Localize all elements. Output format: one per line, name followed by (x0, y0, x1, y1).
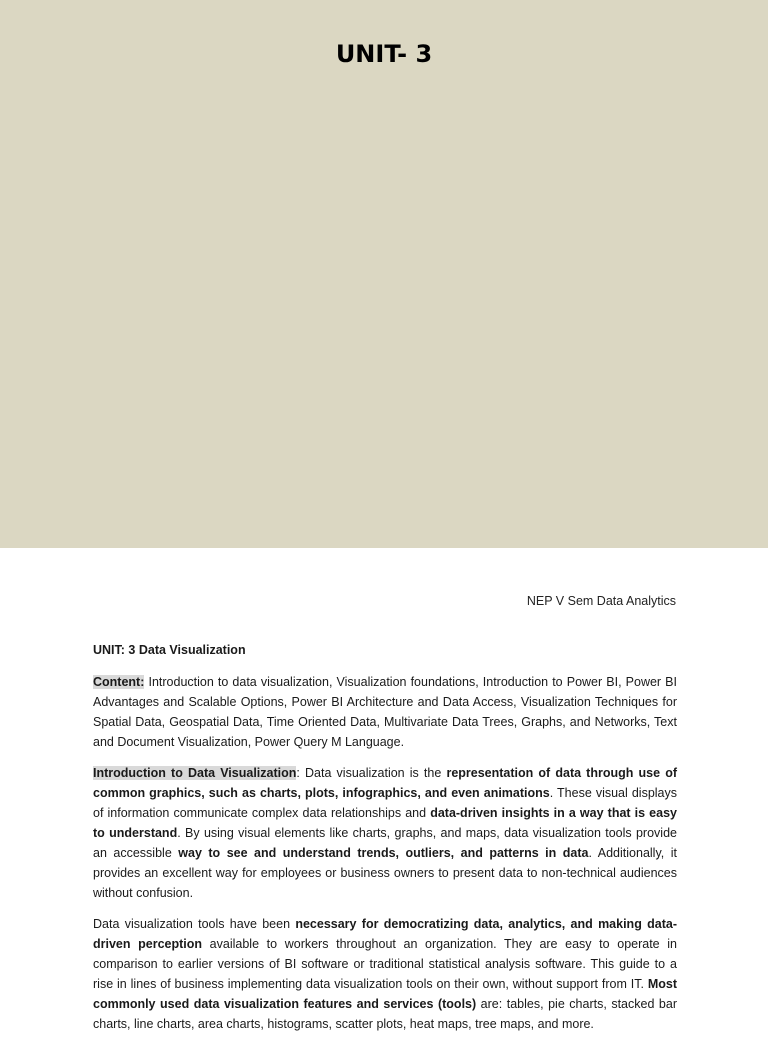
page-header: NEP V Sem Data Analytics (526, 594, 676, 608)
tools-text-2: available to workers throughout an organization. They are easy to operate in comparison to earlier versions of BI software or traditional statistical analysis software. This guide to a rise in lines of business implementing data visualization tools on their own, without support from IT. (93, 937, 677, 991)
content-label: Content: (93, 675, 145, 689)
intro-label: Introduction to Data Visualization (93, 766, 297, 780)
tools-text-3: are: tables, pie charts, stacked bar charts, line charts, area charts, histograms, scatter plots, heat maps, tree maps, and more. (93, 997, 677, 1031)
intro-text-1: : Data visualization is the (296, 766, 447, 780)
page-content (93, 640, 677, 1045)
intro-bold-2: data-driven insights in a way that is easy to understand (93, 806, 677, 840)
tools-paragraph (93, 914, 677, 1034)
document-page (0, 548, 768, 1031)
intro-text-3: . By using visual elements like charts, graphs, and maps, data visualization tools provide an accessible (93, 826, 677, 860)
unit-heading: UNIT: 3 Data Visualization (93, 643, 246, 657)
cover-title: UNIT- 3 (335, 40, 433, 68)
intro-text-2: . These visual displays of information communicate complex data relationships and (93, 786, 678, 820)
content-text: Introduction to data visualization, Visualization foundations, Introduction to Power BI, Power BI Advantages and Scalable Options, Power BI Architecture and Data Access, Visualization Techniques for Spatial Data, Geospatial Data, Time Oriented Data, Multivariate Data Trees, Graphs, and Networks, Text and Document Visualization, Power Query M Language. (93, 675, 677, 749)
tools-text-1: Data visualization tools have been (93, 917, 296, 931)
tools-bold-2: Most commonly used data visualization features and services (tools) (93, 977, 677, 1011)
intro-bold-3: way to see and understand trends, outliers, and patterns in data (178, 846, 589, 860)
intro-paragraph (93, 763, 677, 903)
intro-text-4: . Additionally, it provides an excellent way for employees or business owners to present data to non-technical audiences without confusion. (93, 846, 677, 900)
tools-bold-1: necessary for democratizing data, analytics, and making data-driven perception (93, 917, 677, 951)
content-paragraph (93, 672, 677, 752)
intro-bold-1: representation of data through use of common graphics, such as charts, plots, infographics, and even animations (93, 766, 677, 800)
